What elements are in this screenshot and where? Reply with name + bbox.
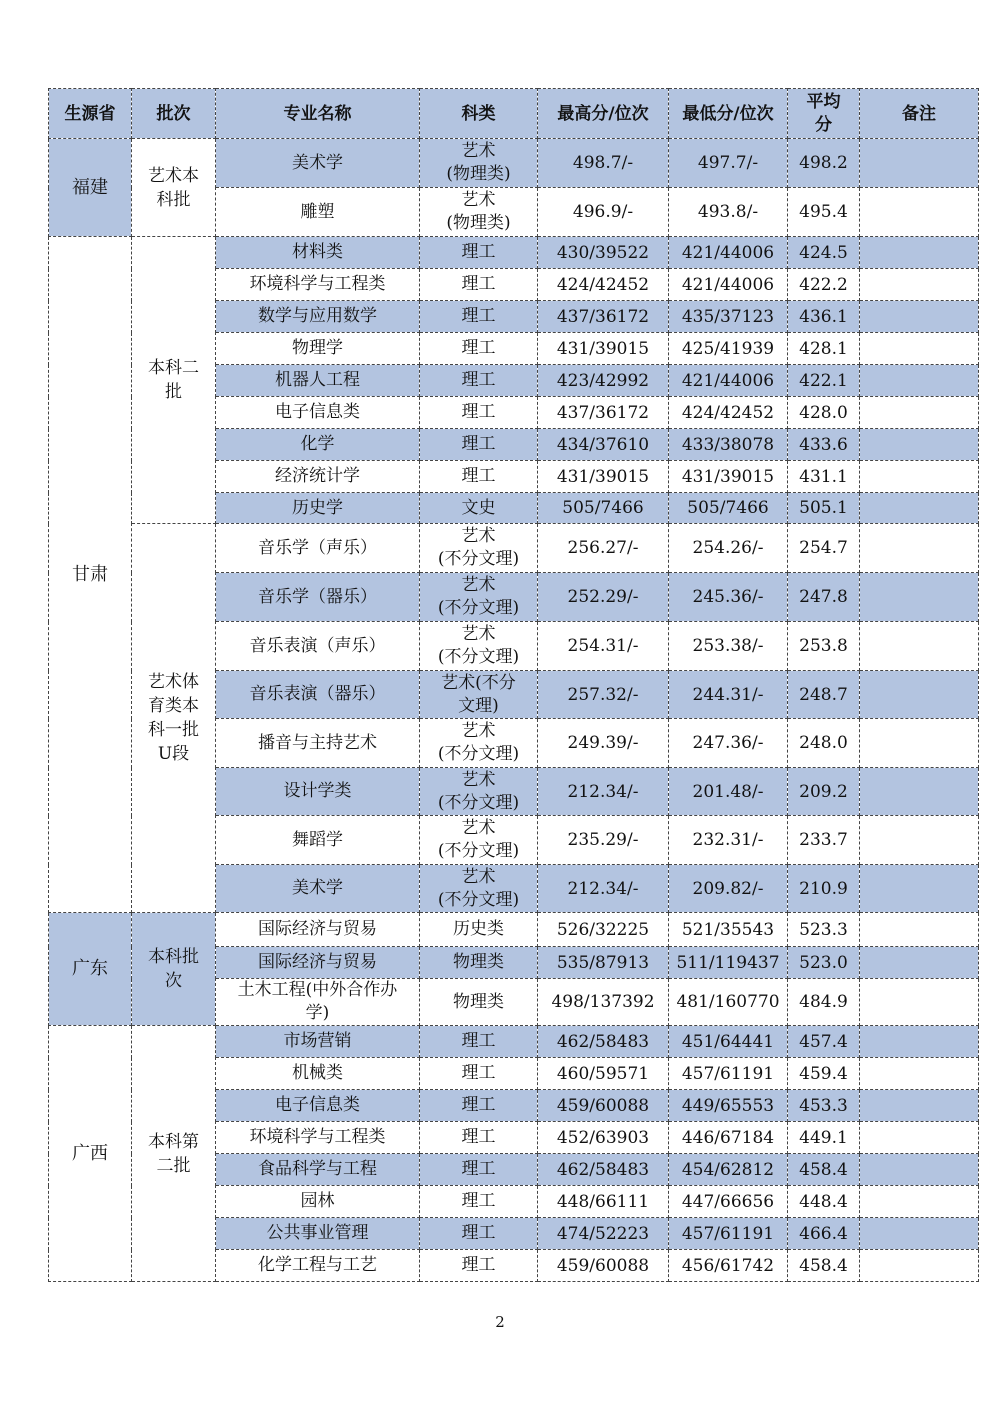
min-score-cell: 457/61191 <box>669 1218 788 1250</box>
max-score-cell: 212.34/- <box>538 768 669 816</box>
min-score-cell: 493.8/- <box>669 188 788 237</box>
avg-score-cell: 248.0 <box>788 719 860 768</box>
category-cell: 艺术 (不分文理) <box>420 719 538 768</box>
min-score-cell: 421/44006 <box>669 269 788 301</box>
note-cell <box>860 397 979 429</box>
major-cell: 音乐表演（声乐） <box>216 622 420 671</box>
max-score-cell: 526/32225 <box>538 913 669 947</box>
min-score-cell: 244.31/- <box>669 671 788 719</box>
max-score-cell: 431/39015 <box>538 461 669 493</box>
major-cell: 电子信息类 <box>216 1090 420 1122</box>
min-score-cell: 447/66656 <box>669 1186 788 1218</box>
category-cell: 艺术 (不分文理) <box>420 816 538 865</box>
category-cell: 艺术 (不分文理) <box>420 573 538 622</box>
note-cell <box>860 1090 979 1122</box>
note-cell <box>860 365 979 397</box>
table-row <box>49 913 979 947</box>
note-cell <box>860 768 979 816</box>
max-score-cell: 459/60088 <box>538 1250 669 1282</box>
max-score-cell: 462/58483 <box>538 1154 669 1186</box>
max-score-cell: 496.9/- <box>538 188 669 237</box>
major-cell: 国际经济与贸易 <box>216 947 420 979</box>
category-cell: 理工 <box>420 1186 538 1218</box>
header-min-score: 最低分/位次 <box>669 89 788 139</box>
min-score-cell: 201.48/- <box>669 768 788 816</box>
avg-score-cell: 459.4 <box>788 1058 860 1090</box>
note-cell <box>860 1154 979 1186</box>
min-score-cell: 521/35543 <box>669 913 788 947</box>
note-cell <box>860 947 979 979</box>
max-score-cell: 448/66111 <box>538 1186 669 1218</box>
avg-score-cell: 449.1 <box>788 1122 860 1154</box>
max-score-cell: 535/87913 <box>538 947 669 979</box>
avg-score-cell: 466.4 <box>788 1218 860 1250</box>
note-cell <box>860 622 979 671</box>
category-cell: 理工 <box>420 461 538 493</box>
note-cell <box>860 573 979 622</box>
min-score-cell: 449/65553 <box>669 1090 788 1122</box>
max-score-cell: 462/58483 <box>538 1026 669 1058</box>
note-cell <box>860 1186 979 1218</box>
header-row <box>49 89 979 139</box>
max-score-cell: 256.27/- <box>538 524 669 573</box>
major-cell: 音乐学（声乐） <box>216 524 420 573</box>
major-cell: 化学 <box>216 429 420 461</box>
min-score-cell: 435/37123 <box>669 301 788 333</box>
note-cell <box>860 1122 979 1154</box>
major-cell: 历史学 <box>216 493 420 524</box>
category-cell: 艺术 (物理类) <box>420 188 538 237</box>
category-cell: 理工 <box>420 365 538 397</box>
max-score-cell: 459/60088 <box>538 1090 669 1122</box>
note-cell <box>860 1026 979 1058</box>
category-cell: 理工 <box>420 1250 538 1282</box>
major-cell: 音乐学（器乐） <box>216 573 420 622</box>
note-cell <box>860 429 979 461</box>
major-cell: 舞蹈学 <box>216 816 420 865</box>
min-score-cell: 497.7/- <box>669 139 788 188</box>
avg-score-cell: 495.4 <box>788 188 860 237</box>
category-cell: 理工 <box>420 301 538 333</box>
avg-score-cell: 422.1 <box>788 365 860 397</box>
min-score-cell: 425/41939 <box>669 333 788 365</box>
max-score-cell: 252.29/- <box>538 573 669 622</box>
header-batch: 批次 <box>132 89 216 139</box>
note-cell <box>860 1218 979 1250</box>
category-cell: 文史 <box>420 493 538 524</box>
category-cell: 艺术 (不分文理) <box>420 524 538 573</box>
max-score-cell: 498/137392 <box>538 979 669 1026</box>
max-score-cell: 505/7466 <box>538 493 669 524</box>
avg-score-cell: 453.3 <box>788 1090 860 1122</box>
major-cell: 环境科学与工程类 <box>216 269 420 301</box>
note-cell <box>860 188 979 237</box>
category-cell: 理工 <box>420 333 538 365</box>
category-cell: 理工 <box>420 1090 538 1122</box>
major-cell: 土木工程(中外合作办 学) <box>216 979 420 1026</box>
category-cell: 艺术 (不分文理) <box>420 622 538 671</box>
header-max-score: 最高分/位次 <box>538 89 669 139</box>
note-cell <box>860 524 979 573</box>
min-score-cell: 254.26/- <box>669 524 788 573</box>
max-score-cell: 434/37610 <box>538 429 669 461</box>
max-score-cell: 254.31/- <box>538 622 669 671</box>
max-score-cell: 430/39522 <box>538 237 669 269</box>
min-score-cell: 421/44006 <box>669 365 788 397</box>
max-score-cell: 474/52223 <box>538 1218 669 1250</box>
category-cell: 艺术 (不分文理) <box>420 768 538 816</box>
batch-cell: 本科第 二批 <box>132 1026 216 1282</box>
major-cell: 设计学类 <box>216 768 420 816</box>
avg-score-cell: 484.9 <box>788 979 860 1026</box>
header-major: 专业名称 <box>216 89 420 139</box>
min-score-cell: 424/42452 <box>669 397 788 429</box>
note-cell <box>860 493 979 524</box>
table-row <box>49 237 979 269</box>
major-cell: 音乐表演（器乐） <box>216 671 420 719</box>
header-category: 科类 <box>420 89 538 139</box>
avg-score-cell: 505.1 <box>788 493 860 524</box>
major-cell: 环境科学与工程类 <box>216 1122 420 1154</box>
note-cell <box>860 269 979 301</box>
category-cell: 理工 <box>420 1154 538 1186</box>
major-cell: 机器人工程 <box>216 365 420 397</box>
province-cell: 甘肃 <box>49 237 132 913</box>
province-cell: 广东 <box>49 913 132 1026</box>
max-score-cell: 423/42992 <box>538 365 669 397</box>
province-cell: 广西 <box>49 1026 132 1282</box>
category-cell: 艺术 (物理类) <box>420 139 538 188</box>
max-score-cell: 437/36172 <box>538 397 669 429</box>
category-cell: 理工 <box>420 269 538 301</box>
avg-score-cell: 428.1 <box>788 333 860 365</box>
category-cell: 理工 <box>420 1026 538 1058</box>
category-cell: 理工 <box>420 429 538 461</box>
max-score-cell: 249.39/- <box>538 719 669 768</box>
avg-score-cell: 431.1 <box>788 461 860 493</box>
avg-score-cell: 458.4 <box>788 1154 860 1186</box>
category-cell: 艺术 (不分文理) <box>420 865 538 913</box>
avg-score-cell: 247.8 <box>788 573 860 622</box>
page-number: 2 <box>495 1313 505 1331</box>
header-note: 备注 <box>860 89 979 139</box>
avg-score-cell: 253.8 <box>788 622 860 671</box>
note-cell <box>860 865 979 913</box>
major-cell: 数学与应用数学 <box>216 301 420 333</box>
major-cell: 播音与主持艺术 <box>216 719 420 768</box>
category-cell: 历史类 <box>420 913 538 947</box>
note-cell <box>860 1250 979 1282</box>
major-cell: 食品科学与工程 <box>216 1154 420 1186</box>
avg-score-cell: 498.2 <box>788 139 860 188</box>
max-score-cell: 424/42452 <box>538 269 669 301</box>
avg-score-cell: 458.4 <box>788 1250 860 1282</box>
avg-score-cell: 209.2 <box>788 768 860 816</box>
avg-score-cell: 424.5 <box>788 237 860 269</box>
note-cell <box>860 816 979 865</box>
avg-score-cell: 254.7 <box>788 524 860 573</box>
batch-cell: 本科二 批 <box>132 237 216 524</box>
avg-score-cell: 523.0 <box>788 947 860 979</box>
note-cell <box>860 913 979 947</box>
category-cell: 物理类 <box>420 979 538 1026</box>
note-cell <box>860 1058 979 1090</box>
note-cell <box>860 301 979 333</box>
max-score-cell: 460/59571 <box>538 1058 669 1090</box>
max-score-cell: 452/63903 <box>538 1122 669 1154</box>
min-score-cell: 481/160770 <box>669 979 788 1026</box>
table-row <box>49 524 979 573</box>
min-score-cell: 253.38/- <box>669 622 788 671</box>
category-cell: 物理类 <box>420 947 538 979</box>
major-cell: 公共事业管理 <box>216 1218 420 1250</box>
table-row <box>49 1026 979 1058</box>
note-cell <box>860 139 979 188</box>
major-cell: 国际经济与贸易 <box>216 913 420 947</box>
min-score-cell: 505/7466 <box>669 493 788 524</box>
header-province: 生源省 <box>49 89 132 139</box>
min-score-cell: 247.36/- <box>669 719 788 768</box>
avg-score-cell: 422.2 <box>788 269 860 301</box>
header-avg-score: 平均 分 <box>788 89 860 139</box>
avg-score-cell: 433.6 <box>788 429 860 461</box>
admission-score-table <box>48 88 979 1282</box>
major-cell: 电子信息类 <box>216 397 420 429</box>
batch-cell: 本科批 次 <box>132 913 216 1026</box>
category-cell: 理工 <box>420 1218 538 1250</box>
avg-score-cell: 248.7 <box>788 671 860 719</box>
avg-score-cell: 457.4 <box>788 1026 860 1058</box>
major-cell: 美术学 <box>216 865 420 913</box>
major-cell: 化学工程与工艺 <box>216 1250 420 1282</box>
min-score-cell: 446/67184 <box>669 1122 788 1154</box>
major-cell: 美术学 <box>216 139 420 188</box>
avg-score-cell: 448.4 <box>788 1186 860 1218</box>
table-row <box>49 139 979 188</box>
max-score-cell: 437/36172 <box>538 301 669 333</box>
max-score-cell: 212.34/- <box>538 865 669 913</box>
min-score-cell: 511/119437 <box>669 947 788 979</box>
min-score-cell: 456/61742 <box>669 1250 788 1282</box>
avg-score-cell: 233.7 <box>788 816 860 865</box>
category-cell: 艺术(不分 文理) <box>420 671 538 719</box>
major-cell: 园林 <box>216 1186 420 1218</box>
major-cell: 雕塑 <box>216 188 420 237</box>
note-cell <box>860 237 979 269</box>
major-cell: 机械类 <box>216 1058 420 1090</box>
min-score-cell: 431/39015 <box>669 461 788 493</box>
note-cell <box>860 461 979 493</box>
max-score-cell: 431/39015 <box>538 333 669 365</box>
max-score-cell: 498.7/- <box>538 139 669 188</box>
avg-score-cell: 436.1 <box>788 301 860 333</box>
note-cell <box>860 671 979 719</box>
min-score-cell: 245.36/- <box>669 573 788 622</box>
max-score-cell: 257.32/- <box>538 671 669 719</box>
note-cell <box>860 333 979 365</box>
avg-score-cell: 523.3 <box>788 913 860 947</box>
major-cell: 材料类 <box>216 237 420 269</box>
category-cell: 理工 <box>420 1058 538 1090</box>
min-score-cell: 209.82/- <box>669 865 788 913</box>
category-cell: 理工 <box>420 1122 538 1154</box>
note-cell <box>860 979 979 1026</box>
category-cell: 理工 <box>420 397 538 429</box>
min-score-cell: 433/38078 <box>669 429 788 461</box>
major-cell: 经济统计学 <box>216 461 420 493</box>
min-score-cell: 451/64441 <box>669 1026 788 1058</box>
min-score-cell: 421/44006 <box>669 237 788 269</box>
category-cell: 理工 <box>420 237 538 269</box>
note-cell <box>860 719 979 768</box>
min-score-cell: 232.31/- <box>669 816 788 865</box>
min-score-cell: 454/62812 <box>669 1154 788 1186</box>
avg-score-cell: 210.9 <box>788 865 860 913</box>
major-cell: 物理学 <box>216 333 420 365</box>
min-score-cell: 457/61191 <box>669 1058 788 1090</box>
batch-cell: 艺术体 育类本 科一批 U段 <box>132 524 216 913</box>
major-cell: 市场营销 <box>216 1026 420 1058</box>
max-score-cell: 235.29/- <box>538 816 669 865</box>
province-cell: 福建 <box>49 139 132 237</box>
batch-cell: 艺术本 科批 <box>132 139 216 237</box>
avg-score-cell: 428.0 <box>788 397 860 429</box>
